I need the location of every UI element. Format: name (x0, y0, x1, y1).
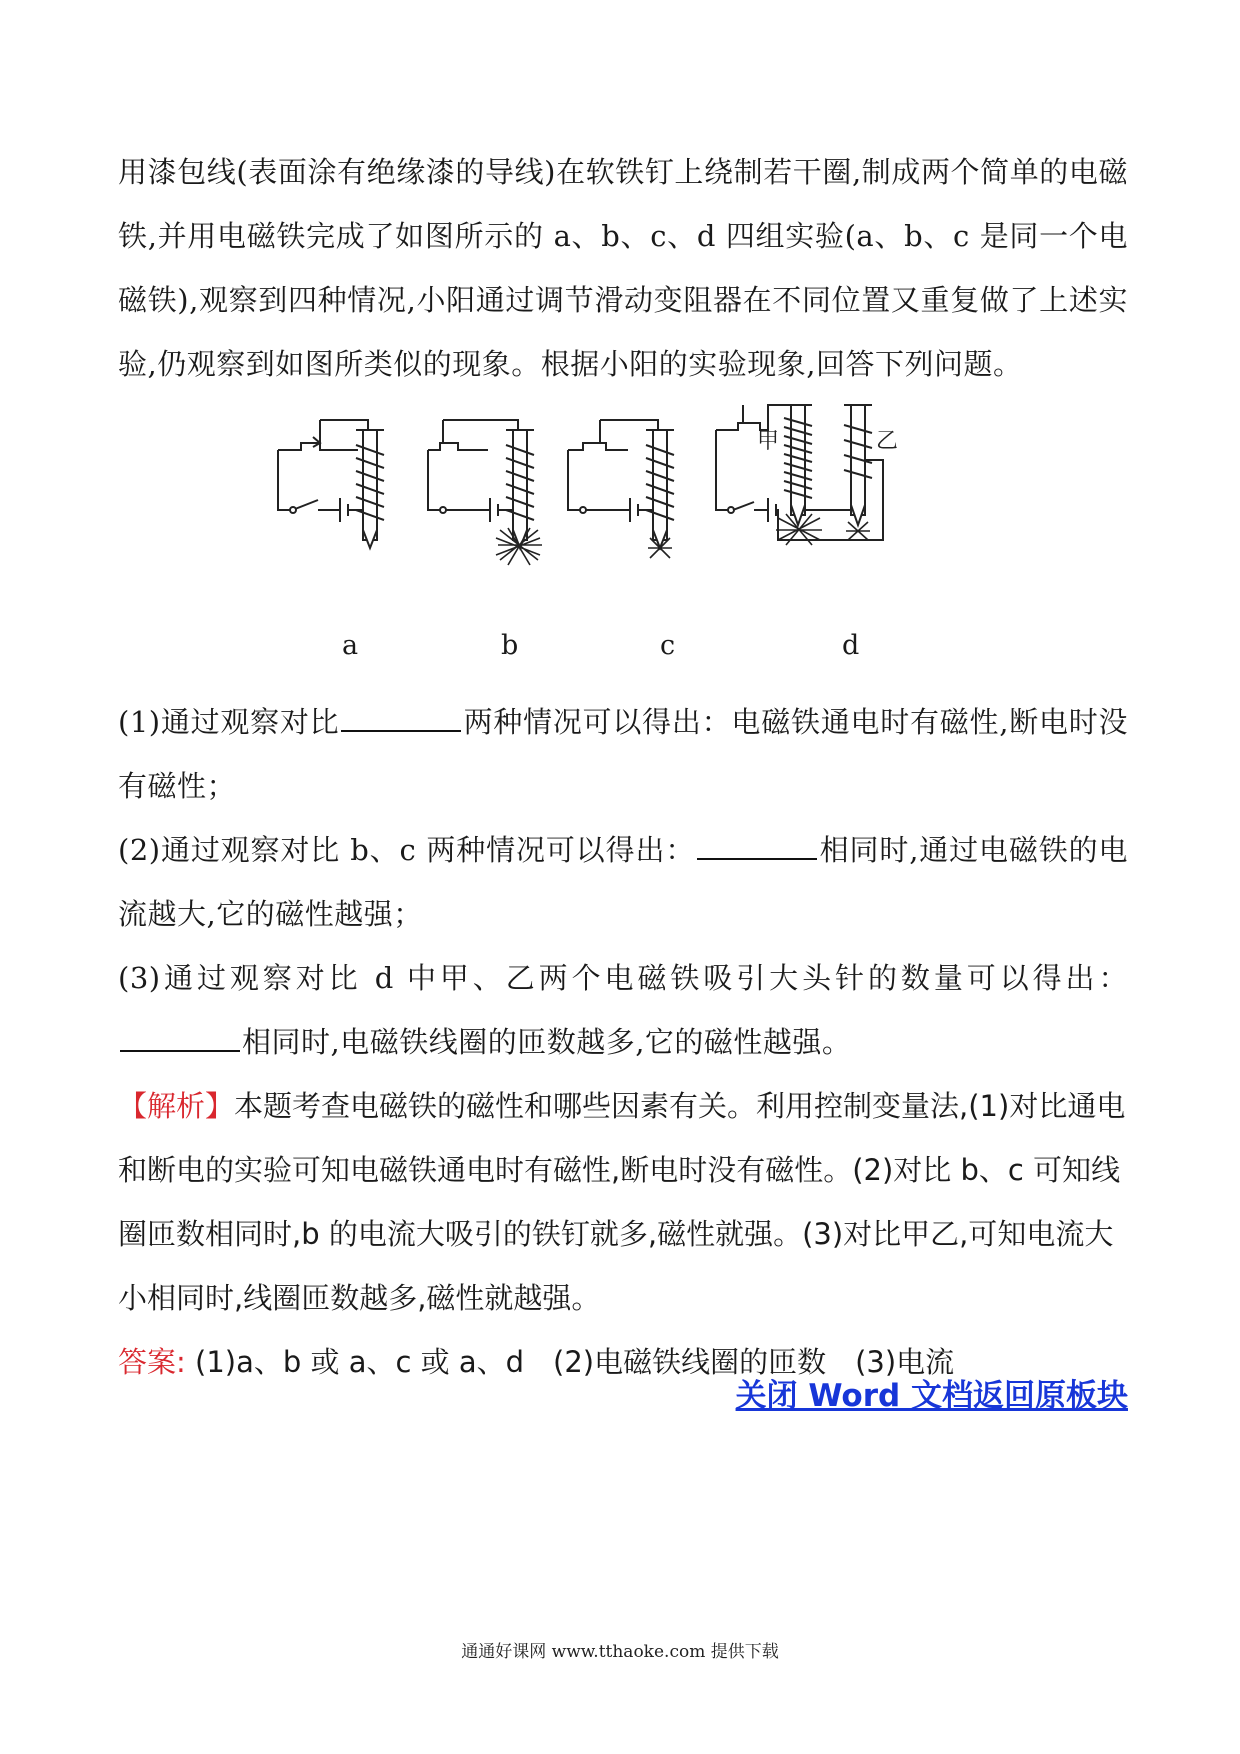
circuit-b (428, 420, 542, 565)
caption-b: b (501, 630, 519, 661)
q3-prefix: (3)通过观察对比 d 中甲、乙两个电磁铁吸引大头针的数量可以得出： (118, 961, 1128, 995)
label-jia: 甲 (757, 429, 780, 454)
circuit-d (716, 405, 898, 545)
q1-prefix: (1)通过观察对比 (118, 705, 340, 739)
q1-suffix: 两种情况可以得出：电磁铁通电时有磁性,断电时没有磁性； (118, 705, 1128, 803)
figure-captions (118, 630, 1128, 690)
return-link[interactable]: 关闭 Word 文档返回原板块 (735, 1378, 1128, 1414)
caption-a: a (342, 630, 359, 661)
circuit-diagrams (268, 400, 988, 620)
q2-suffix: 相同时,通过电磁铁的电流越大,它的磁性越强； (118, 833, 1129, 931)
question-intro: 用漆包线(表面涂有绝缘漆的导线)在软铁钉上绕制若干圈,制成两个简单的电磁铁,并用电磁铁完成了如图所示的 a、b、c、d 四组实验(a、b、c 是同一个电磁铁),观察到四种情况,小阳通过调节滑动变阻器在不同位置又重复做了上述实验,仍观察到如图所类似的现象。根据小阳的实验现象,回答下列问题。 (118, 155, 1128, 381)
analysis-label: 【解析】 (118, 1089, 235, 1123)
circuit-a (278, 420, 384, 548)
q3-blank (120, 1022, 240, 1052)
question-2 (118, 818, 1128, 946)
circuit-c (568, 420, 674, 558)
analysis-text: 本题考查电磁铁的磁性和哪些因素有关。利用控制变量法,(1)对比通电和断电的实验可知电磁铁通电时有磁性,断电时没有磁性。(2)对比 b、c 可知线圈匝数相同时,b 的电流大吸引的铁钉就多,磁性就强。(3)对比甲乙,可知电流大小相同时,线圈匝数越多,磁性就越强。 (118, 1089, 1126, 1315)
analysis-section (118, 1074, 1128, 1330)
q2-prefix: (2)通过观察对比 b、c 两种情况可以得出： (118, 833, 696, 867)
caption-c: c (660, 630, 676, 661)
caption-d: d (842, 630, 860, 661)
question-3 (118, 946, 1128, 1074)
document-body (118, 140, 1128, 1394)
q2-blank (697, 830, 817, 860)
question-1 (118, 690, 1128, 818)
q3-suffix: 相同时,电磁铁线圈的匝数越多,它的磁性越强。 (242, 1025, 852, 1059)
q1-blank (341, 702, 461, 732)
page-footer: 通通好课网 www.tthaoke.com 提供下载 (461, 1642, 779, 1662)
answer-label: 答案: (118, 1345, 186, 1379)
label-yi: 乙 (876, 429, 899, 454)
answer-text: (1)a、b 或 a、c 或 a、d (2)电磁铁线圈的匝数 (3)电流 (185, 1345, 955, 1379)
experiment-figure (118, 400, 1128, 630)
